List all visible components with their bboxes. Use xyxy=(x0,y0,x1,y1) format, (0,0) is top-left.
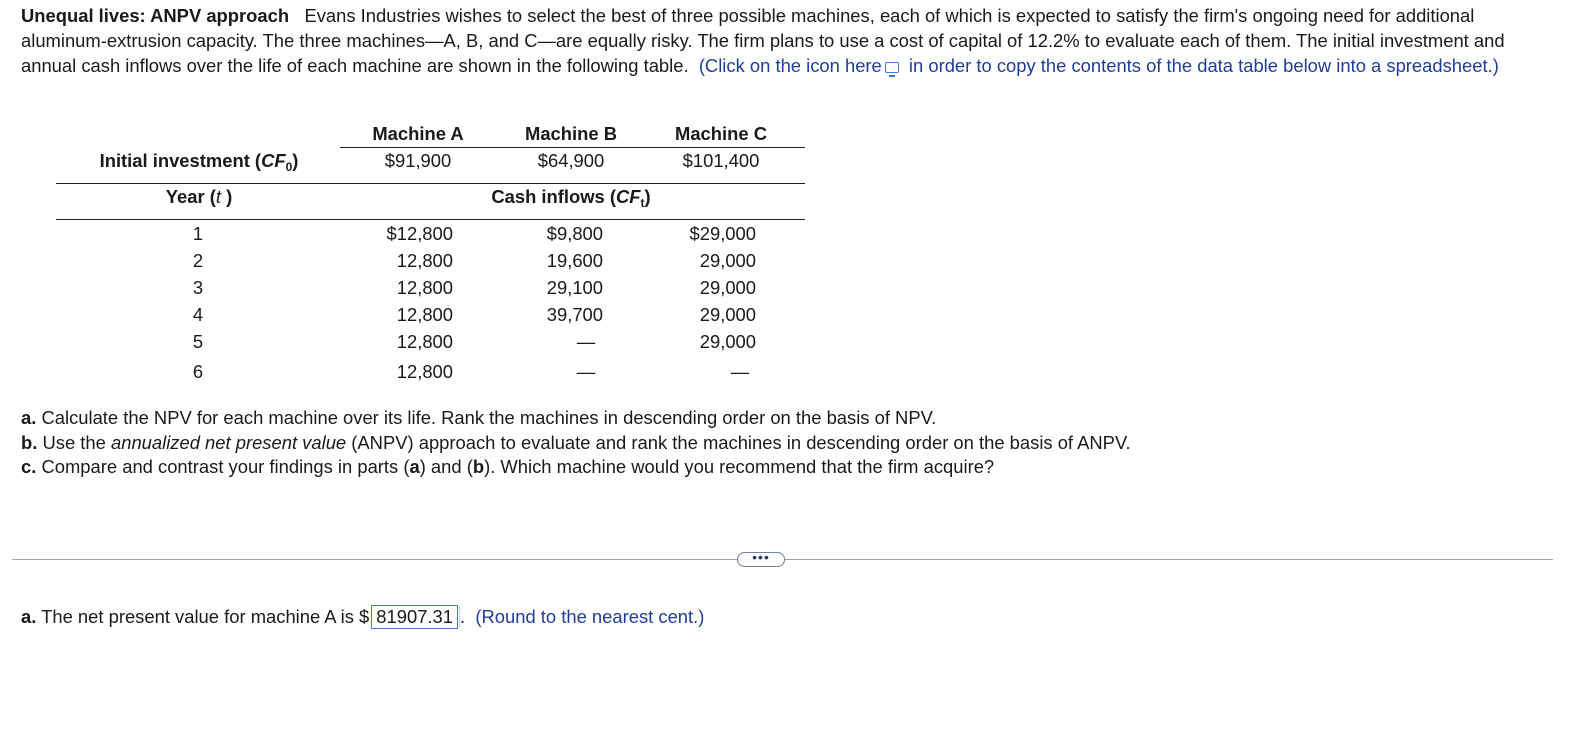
header-rule xyxy=(340,147,805,148)
initial-investment-label: Initial investment $(CF_0)$ xyxy=(99,150,299,174)
data-table xyxy=(0,0,900,400)
initial-investment-c: $101,400 xyxy=(682,150,760,171)
machine-c-cell: 29,000 xyxy=(699,331,756,352)
year-cell: 1 xyxy=(192,223,204,244)
machine-c-cell: 29,000 xyxy=(699,277,756,298)
machine-a-cell: 12,800 xyxy=(396,361,453,382)
year-cell: 3 xyxy=(192,277,204,298)
copy-link-pre: (Click on the icon here xyxy=(698,55,882,76)
machine-c-cell: — xyxy=(730,361,750,382)
machine-b-cell: $9,800 xyxy=(546,223,603,244)
machine-a-cell: 12,800 xyxy=(396,331,453,352)
answer-period: . xyxy=(460,606,466,627)
question-list xyxy=(21,406,1131,480)
initial-investment-a: $91,900 xyxy=(384,150,452,171)
machine-b-cell: 39,700 xyxy=(546,304,603,325)
initial-rule xyxy=(56,183,805,184)
cash-inflows-label: Cash inflows $(CF_t)$ xyxy=(491,186,651,210)
answer-text: The net present value for machine A is $ xyxy=(41,606,370,627)
header-machine-b: Machine B xyxy=(525,123,617,144)
machine-b-cell: — xyxy=(576,361,596,382)
problem-title: Unequal lives: ANPV approach xyxy=(21,5,290,26)
machine-c-cell: 29,000 xyxy=(699,250,756,271)
machine-a-cell: $12,800 xyxy=(386,223,453,244)
rounding-hint: (Round to the nearest cent.) xyxy=(475,606,705,627)
cash-rule xyxy=(56,219,805,220)
npv-answer-input[interactable]: 81907.31 xyxy=(371,605,458,629)
answer-line xyxy=(21,604,704,630)
year-cell: 4 xyxy=(192,304,204,325)
machine-c-cell: $29,000 xyxy=(689,223,756,244)
year-label: Year (t ) xyxy=(165,186,233,207)
question-b: b. Use the annualized net present value (ANPV) approach to evaluate and rank the machines in descending order on the basis of ANPV. xyxy=(21,431,1131,453)
header-machine-a: Machine A xyxy=(372,123,464,144)
year-cell: 5 xyxy=(192,331,204,352)
year-cell: 6 xyxy=(192,361,204,382)
answer-label: a. xyxy=(21,606,37,627)
machine-a-cell: 12,800 xyxy=(396,250,453,271)
copy-link-post: in order to copy the contents of the data table below into a spreadsheet.) xyxy=(908,55,1499,76)
header-machine-c: Machine C xyxy=(675,123,767,144)
year-cell: 2 xyxy=(192,250,204,271)
machine-b-cell: — xyxy=(576,331,596,352)
machine-a-cell: 12,800 xyxy=(396,304,453,325)
machine-b-cell: 29,100 xyxy=(546,277,603,298)
initial-investment-b: $64,900 xyxy=(537,150,605,171)
question-a: a. Calculate the NPV for each machine over its life. Rank the machines in descending order on the basis of NPV. xyxy=(21,407,937,428)
machine-b-cell: 19,600 xyxy=(546,250,603,271)
machine-c-cell: 29,000 xyxy=(699,304,756,325)
machine-a-cell: 12,800 xyxy=(396,277,453,298)
problem-text: Evans Industries wishes to select the best of three possible machines, each of which is expected to satisfy the firm's ongoing need for additional aluminum-extrusion capacity. The three machines—A, B, and C—are equally risky. The firm plans to use a cost of capital of 12.2% to evaluate each of them. The initial investment and annual cash inflows over the life of each machine are shown in the following table. xyxy=(21,5,1505,76)
expand-more-button[interactable]: ••• xyxy=(737,552,785,567)
question-c: c. Compare and contrast your findings in parts (a) and (b). Which machine would you recommend that the firm acquire? xyxy=(21,456,995,477)
